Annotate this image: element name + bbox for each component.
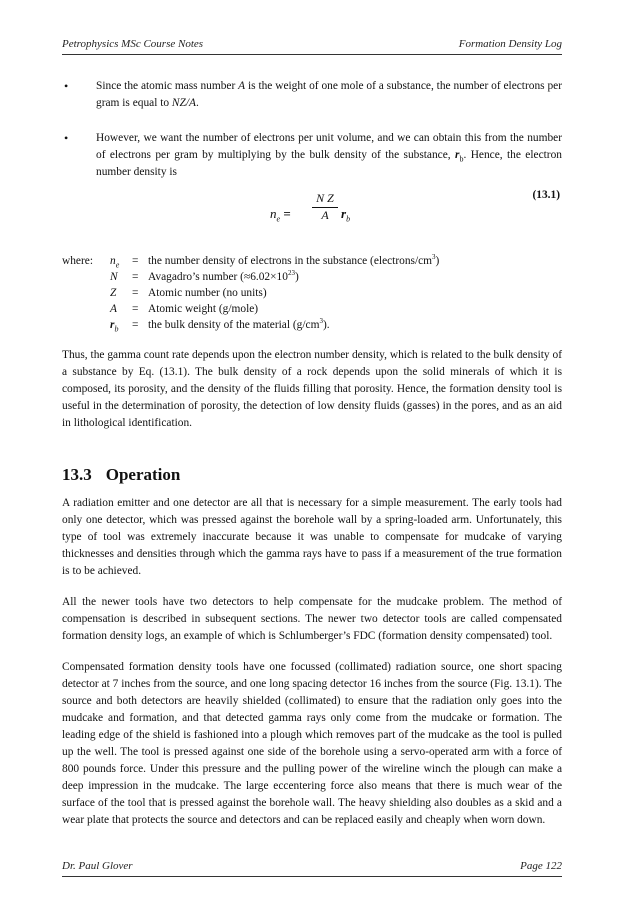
equation-numerator: N Z [312,191,338,208]
paragraph: All the newer tools have two detectors to help compensate for the mudcake problem. The method of compensation is described in subsequent sections. The newer two detector tools are called compensated formation density logs, an example of which is Schlumberger’s FDC (formation density compensated) tool. [62,596,562,642]
section-title: Operation [105,465,181,484]
definition-row [62,253,439,269]
definition-text: the bulk density of the material $(g/cm^3)$. [148,317,330,331]
definition-equals: = [132,255,139,267]
definition-row [62,285,439,301]
paragraph: A radiation emitter and one detector are all that is necessary for a simple measurement. The early tools had only one detector, which was pressed against the borehole wall by a spring-loaded arm. Unfortunately, this type of tool was extremely inaccurate because it was unable to compensate for mudcake of varying thicknesses and densities through which the gamma rays have to pass if a measurement of the true formation is to be achieved. [62,497,562,577]
definition-symbol: $n_e$ [110,255,120,270]
definitions-table [62,253,439,333]
definition-equals: = [132,319,139,331]
paragraph: Compensated formation density tools have one focussed (collimated) radiation source, one short spacing detector at 7 inches from the source, and one long spacing detector 16 inches from the source (Fig. 13.1). The source and both detectors are heavily shielded (collimated) to ensure that the radiation only goes into the mudcake and formation, and that detected gamma rays only come from the mudcake or formation. The leading edge of the shield is fashioned into a plough which removes part of the mudcake as the tool is pulled up the well. The tool is pressed against one side of the borehole using a servo-operated arm with a force of 800 pounds force. Under this pressure and the pulling power of the wireline winch the plough can make a deep impression in the mudcake. The large eccentering force also means that there is much wear of the surface of the tool that is pressed against the borehole wall. The heavy shielding also doubles as a skid and a wear plate that protects the source and detectors and can be replaced easily and cheaply when worn down. [62,661,562,826]
bullet-text: However, we want the number of electrons per unit volume, and we can obtain this from the number of electrons per gram by multiplying by the bulk density of the substance, $r_b$. Hence, the electron number density is [96,132,562,178]
page-content [62,78,562,843]
definition-text: the number density of electrons in the substance $(electrons/cm^3)$ [148,253,440,267]
definition-symbol: N [110,271,118,283]
definition-equals: = [132,271,139,283]
where-label: where: [62,255,93,267]
footer-page-number: Page 122 [520,860,562,872]
definition-equals: = [132,303,139,315]
definition-symbol: Z [110,287,117,299]
definition-text: Atomic number (no units) [148,287,267,299]
section-number: 13.3 [62,465,92,484]
equation-rho: $r_b$ [341,206,351,224]
definition-text: Avagadro’s number $(\approx 6.02\times 10^{23})$ [148,269,299,283]
section-heading [62,466,562,483]
paragraph-thus: Thus, the gamma count rate depends upon the electron number density, which is related to the bulk density of a substance by Eq. (13.1). The bulk density of a rock depends upon the solid minerals of which it is composed, its porosity, and the density of the fluids filling that porosity. Hence, the formation density tool is useful in the determination of porosity, the detection of low density fluids (gasses) in the pores, and as an aid in lithological identification. [62,349,562,429]
bullet-icon: • [64,79,69,93]
header-course-title: Petrophysics MSc Course Notes [62,38,204,50]
equation-lhs: $n_e$ = [270,206,291,224]
equation-denominator: A [321,208,329,222]
page-footer [62,858,562,877]
definition-row [62,317,439,333]
definition-symbol: $r_b$ [110,319,119,334]
equation-fraction [312,191,338,223]
equation-13-1 [62,191,562,235]
definition-equals: = [132,287,139,299]
definition-row [62,301,439,317]
bullet-item [62,78,562,112]
equation-number: (13.1) [532,189,560,201]
definition-text: Atomic weight (g/mole) [148,303,259,315]
page-header [62,36,562,55]
definition-symbol: A [110,303,117,315]
bullet-text: Since the atomic mass number A is the weight of one mole of a substance, the number of electrons per gram is equal to NZ/A. [96,80,562,109]
header-chapter-title: Formation Density Log [458,38,562,50]
bullet-item [62,130,562,181]
footer-author: Dr. Paul Glover [62,860,133,872]
definition-row [62,269,439,285]
bullet-icon: • [64,131,69,145]
